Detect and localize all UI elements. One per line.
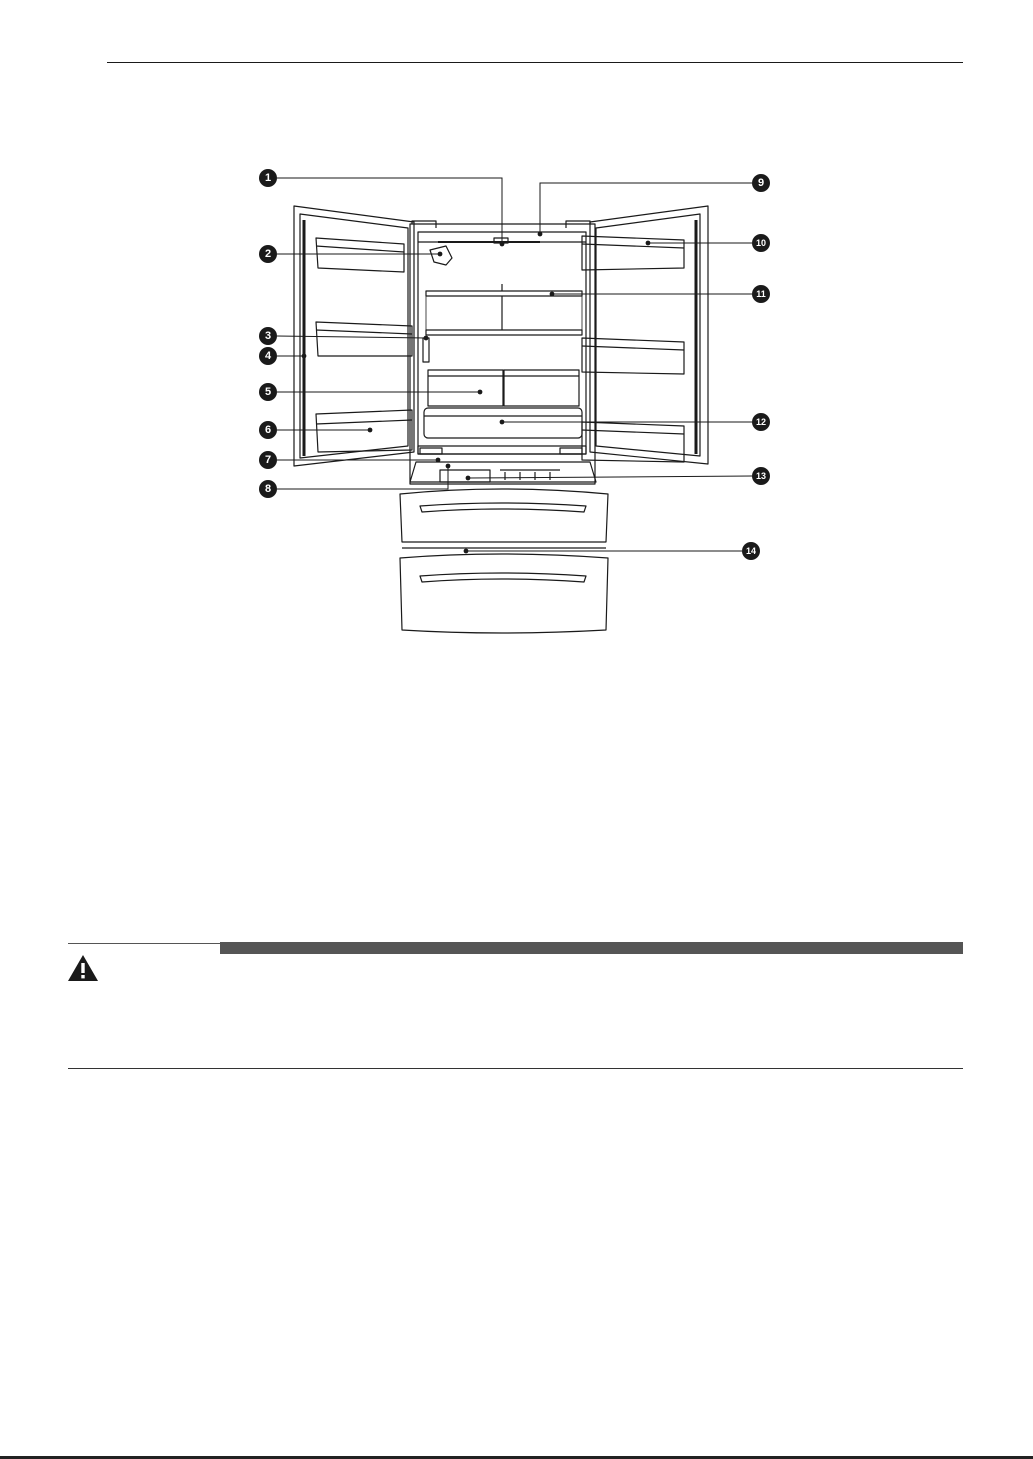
callout-12: [752, 413, 770, 431]
callout-11: [752, 285, 770, 303]
caution-section: [68, 942, 963, 1070]
callout-6: [259, 421, 277, 439]
caution-bottom-rule: [68, 1068, 963, 1069]
refrigerator-diagram: [0, 0, 1033, 660]
callout-number: 13: [755, 471, 767, 481]
callout-number: 8: [264, 483, 272, 495]
callout-number: 11: [756, 289, 766, 299]
callout-number: 5: [264, 386, 272, 398]
callout-number: 9: [757, 177, 765, 189]
callout-number: 2: [264, 248, 272, 260]
warning-triangle-icon: [66, 953, 100, 983]
callout-number: 3: [264, 330, 272, 342]
callout-4: [259, 347, 277, 365]
callout-5: [259, 383, 277, 401]
callout-2: [259, 245, 277, 263]
callout-number: 6: [264, 424, 272, 436]
callout-number: 7: [264, 454, 272, 466]
callout-number: 14: [745, 546, 757, 556]
callout-1: [259, 169, 277, 187]
callout-14: [742, 542, 760, 560]
callout-number: 12: [755, 417, 767, 427]
caution-header-rule: [68, 943, 220, 944]
callout-13: [752, 467, 770, 485]
callout-number: 4: [264, 350, 272, 362]
callout-number: 10: [755, 238, 767, 248]
callout-number: 1: [264, 172, 272, 184]
caution-header-bar: [220, 942, 963, 954]
callout-8: [259, 480, 277, 498]
callout-10: [752, 234, 770, 252]
callout-9: [752, 174, 770, 192]
callout-3: [259, 327, 277, 345]
callout-7: [259, 451, 277, 469]
